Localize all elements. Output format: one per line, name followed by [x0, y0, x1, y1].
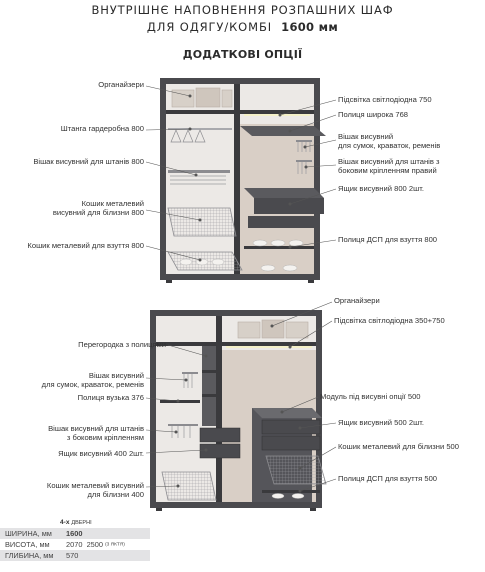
height-note: (3 ЯКТЯ) [105, 542, 125, 548]
doors-count: 4-х [60, 519, 70, 526]
label-trouser-rack-800: Вішак висувний для штанів 800 [33, 157, 144, 166]
height-value-1: 2070 [66, 540, 83, 549]
dimension-label: ШИРИНА, мм [5, 529, 52, 538]
label-shoe-basket-800: Кошик металевий для взуття 800 [27, 241, 144, 250]
wire-basket [168, 208, 236, 236]
label-organizers-top: Органайзери [98, 80, 144, 89]
dimensions-header [60, 519, 92, 526]
dimension-row-height [0, 539, 150, 550]
label-bag-tie-rack-bottom: Вішак висувний для сумок, краваток, ременів [41, 371, 144, 389]
led-strip [244, 114, 310, 116]
dimension-value: 1600 [66, 529, 83, 538]
label-trouser-rack-side: Вішак висувний для штанів з боковим кріпленням [48, 424, 144, 442]
label-partition-shelves: Перегородка з полицями [78, 340, 166, 349]
label-wardrobe-rod: Штанга гардеробна 800 [60, 124, 144, 133]
dimension-value [66, 539, 125, 551]
label-led-750: Підсвітка світлодіодна 750 [338, 95, 432, 104]
section-subtitle: ДОДАТКОВІ ОПЦІЇ [182, 48, 303, 61]
organizer-box [286, 322, 308, 338]
label-drawers-400: Ящик висувний 400 2шт. [58, 449, 144, 458]
dimension-label: ГЛИБИНА, мм [5, 551, 54, 560]
label-wide-shelf-768: Полиця широка 768 [338, 110, 409, 119]
page-title-line-1: ВНУТРІШНЄ НАПОВНЕННЯ РОЗПАШНИХ ШАФ [91, 3, 394, 17]
narrow-shelf [160, 400, 200, 403]
label-led-350-750: Підсвітка світлодіодна 350+750 [334, 316, 445, 325]
label-laundry-basket-500: Кошик металевий для білизни 500 [338, 442, 459, 451]
wide-shelf [240, 126, 326, 136]
organizer-box [238, 322, 260, 338]
height-value-2: 2500 [86, 540, 104, 549]
organizer-box [222, 90, 232, 107]
dimension-label: ВИСОТА, мм [5, 540, 50, 549]
label-pullout-module-500: Модуль під висувні опції 500 [320, 392, 421, 401]
label-bag-tie-rack-top: Вішак висувний для сумок, краваток, ременів [338, 132, 441, 150]
led-strip [226, 346, 312, 348]
drawers-800 [244, 188, 324, 228]
label-shoe-shelf-800: Полиця ДСП для взуття 800 [338, 235, 438, 244]
title-size: 1600 мм [281, 20, 339, 34]
label-laundry-basket-800: Кошик металевий висувний для білизни 800 [52, 199, 144, 217]
dimension-value: 570 [66, 551, 79, 560]
dimension-row-depth [0, 550, 150, 561]
label-drawers-500: Ящик висувний 500 2шт. [338, 418, 424, 427]
doors-label: ДВЕРНІ [71, 520, 92, 526]
title-product-type: ДЛЯ ОДЯГУ/КОМБІ [146, 20, 273, 34]
label-narrow-shelf-376: Полиця вузька 376 [77, 393, 144, 402]
label-laundry-basket-400: Кошик металевий висувний для білизни 400 [46, 481, 144, 499]
dimension-row-width [0, 528, 150, 539]
top-cabinet [160, 78, 326, 283]
label-organizers-bottom: Органайзери [334, 296, 380, 305]
organizer-box [196, 88, 220, 107]
partition-with-shelves [202, 346, 216, 426]
bottom-cabinet [150, 310, 326, 511]
label-drawers-800: Ящик висувний 800 2шт. [338, 184, 424, 193]
label-trouser-rack-side-right: Вішак висувний для штанів з боковим кріпленням правий [338, 157, 440, 175]
label-shoe-shelf-500: Полиця ДСП для взуття 500 [338, 474, 438, 483]
